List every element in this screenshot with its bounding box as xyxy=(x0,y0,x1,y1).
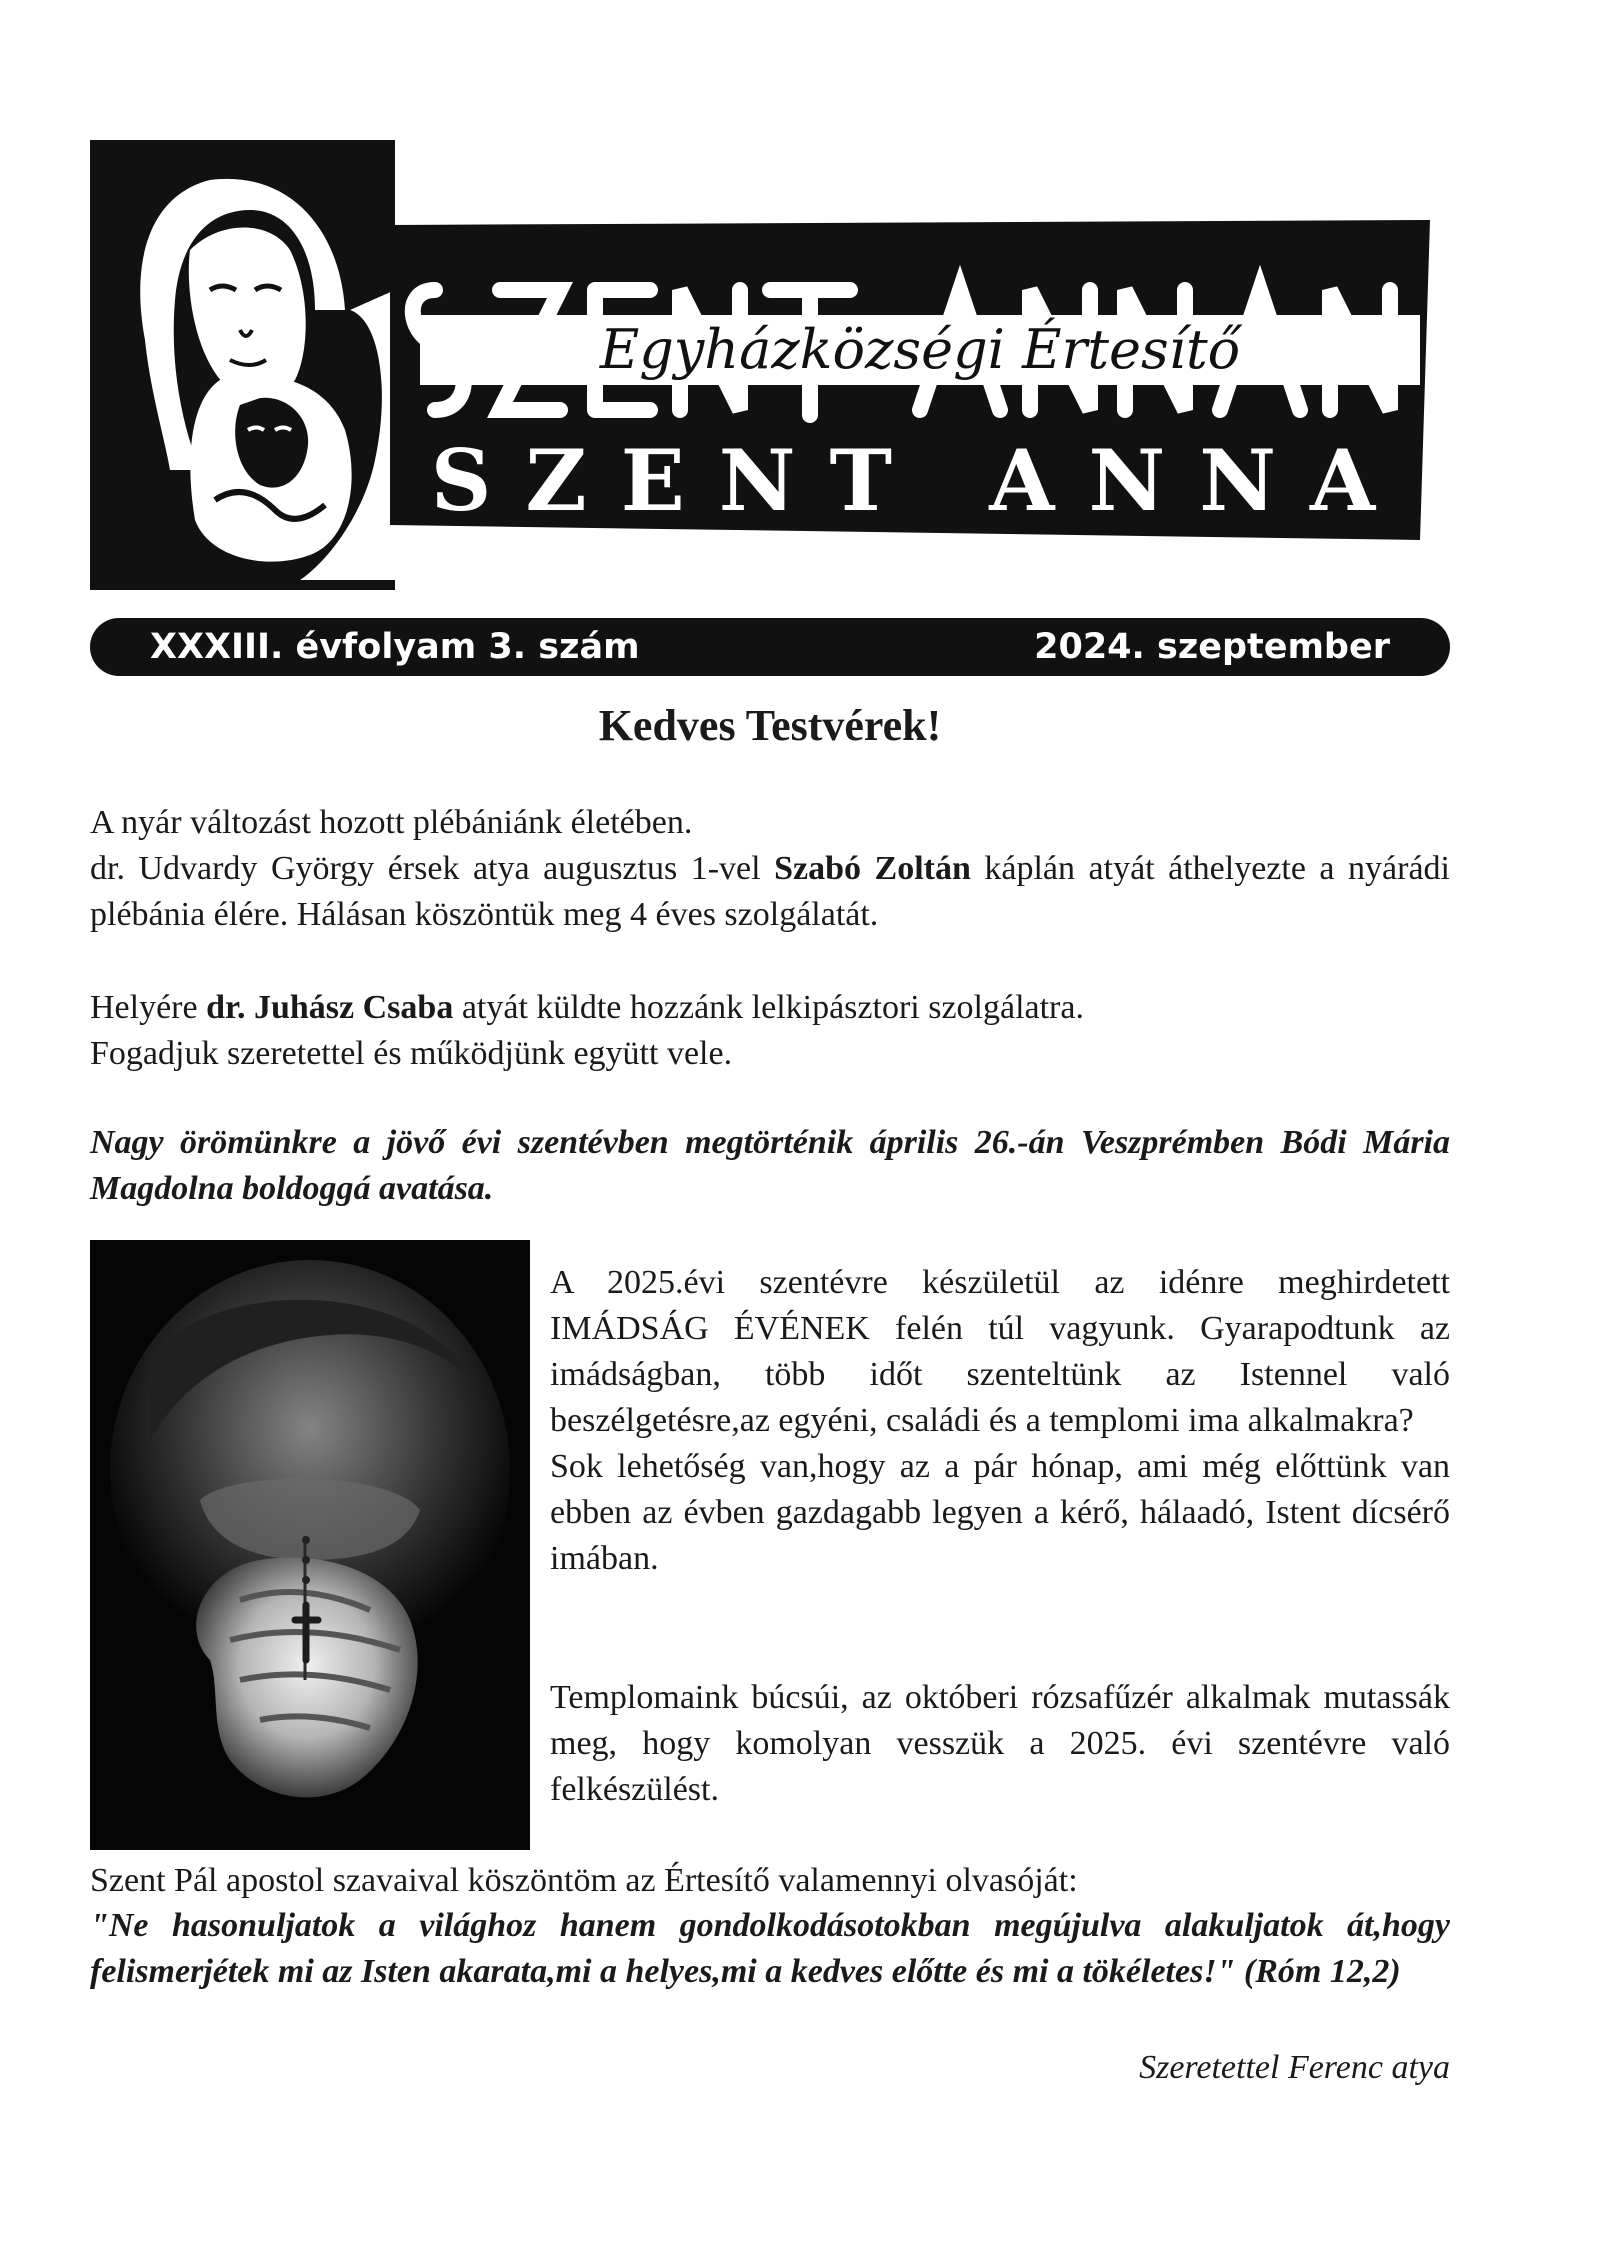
paragraph-greeting-line: Szent Pál apostol szavaival köszöntöm az Értesítő valamennyi olvasóját: xyxy=(90,1862,1078,1899)
masthead-title: SZENT ANNA xyxy=(430,431,1410,530)
issue-bar xyxy=(90,618,1450,676)
signature: Szeretettel Ferenc atya xyxy=(1139,2049,1450,2086)
scripture-quote: "Ne hasonuljatok a világhoz hanem gondolkodásotokban megújulva alakuljatok át,hogy felismerjétek mi az Isten akarata,mi a helyes,mi a kedves előtte és mi a tökéletes!" (Róm 12,2) xyxy=(90,1907,1450,1990)
praying-hands-photo xyxy=(90,1240,530,1850)
paragraph-text: atyát küldte hozzánk lelkipásztori szolgálatra. xyxy=(453,989,1084,1026)
praying-hands-rosary-icon xyxy=(90,1240,530,1850)
paragraph-line: A nyár változást hozott plébániánk életében. xyxy=(90,804,693,841)
masthead xyxy=(90,140,1450,590)
issue-volume: XXXIII. évfolyam 3. szám xyxy=(150,627,640,667)
paragraph-new-priest xyxy=(90,985,1450,1077)
paragraph-year-of-prayer xyxy=(550,1260,1450,1582)
greeting-heading: Kedves Testvérek! xyxy=(598,701,942,750)
paragraph-feasts: Templomaink búcsúi, az októberi rózsafűzér alkalmak mutassák meg, hogy komolyan vesszük a 2025. évi szentévre való felkészülést. xyxy=(550,1679,1450,1808)
paragraph-text: A 2025.évi szentévre készületül az idénre meghirdetett IMÁDSÁG ÉVÉNEK felén túl vagyunk. Gyarapodtunk az imádságban, több időt szenteltünk az Istennel való beszélgetésre,az egyéni, családi és a templomi ima alkalmakra? xyxy=(550,1264,1450,1439)
name-szabo-zoltan: Szabó Zoltán xyxy=(774,850,971,887)
issue-date: 2024. szeptember xyxy=(1034,627,1390,667)
masthead-art xyxy=(90,140,1450,590)
paragraph-beatification: Nagy örömünkre a jövő évi szentévben megtörténik április 26.-án Veszprémben Bódi Mária Magdolna boldoggá avatása. xyxy=(90,1124,1450,1207)
name-juhasz-csaba: dr. Juhász Csaba xyxy=(206,989,454,1026)
paragraph-change xyxy=(90,800,1450,938)
paragraph-text: káplán atyát áthelyezte a nyárádi plébánia élére. Hálásan köszöntük meg 4 éves szolgálatát. xyxy=(90,850,1450,933)
paragraph-text: Sok lehetőség van,hogy az a pár hónap, ami még előttünk van ebben az évben gazdagabb legyen a kérő, hálaadó, Istent dícsérő imában. xyxy=(550,1448,1450,1577)
paragraph-line: Fogadjuk szeretettel és működjünk együtt vele. xyxy=(90,1035,733,1072)
paragraph-text: dr. Udvardy György érsek atya augusztus 1-vel xyxy=(90,850,775,887)
masthead-subtitle: Egyházközségi Értesítő xyxy=(599,318,1241,381)
paragraph-text: Helyére xyxy=(90,989,207,1026)
